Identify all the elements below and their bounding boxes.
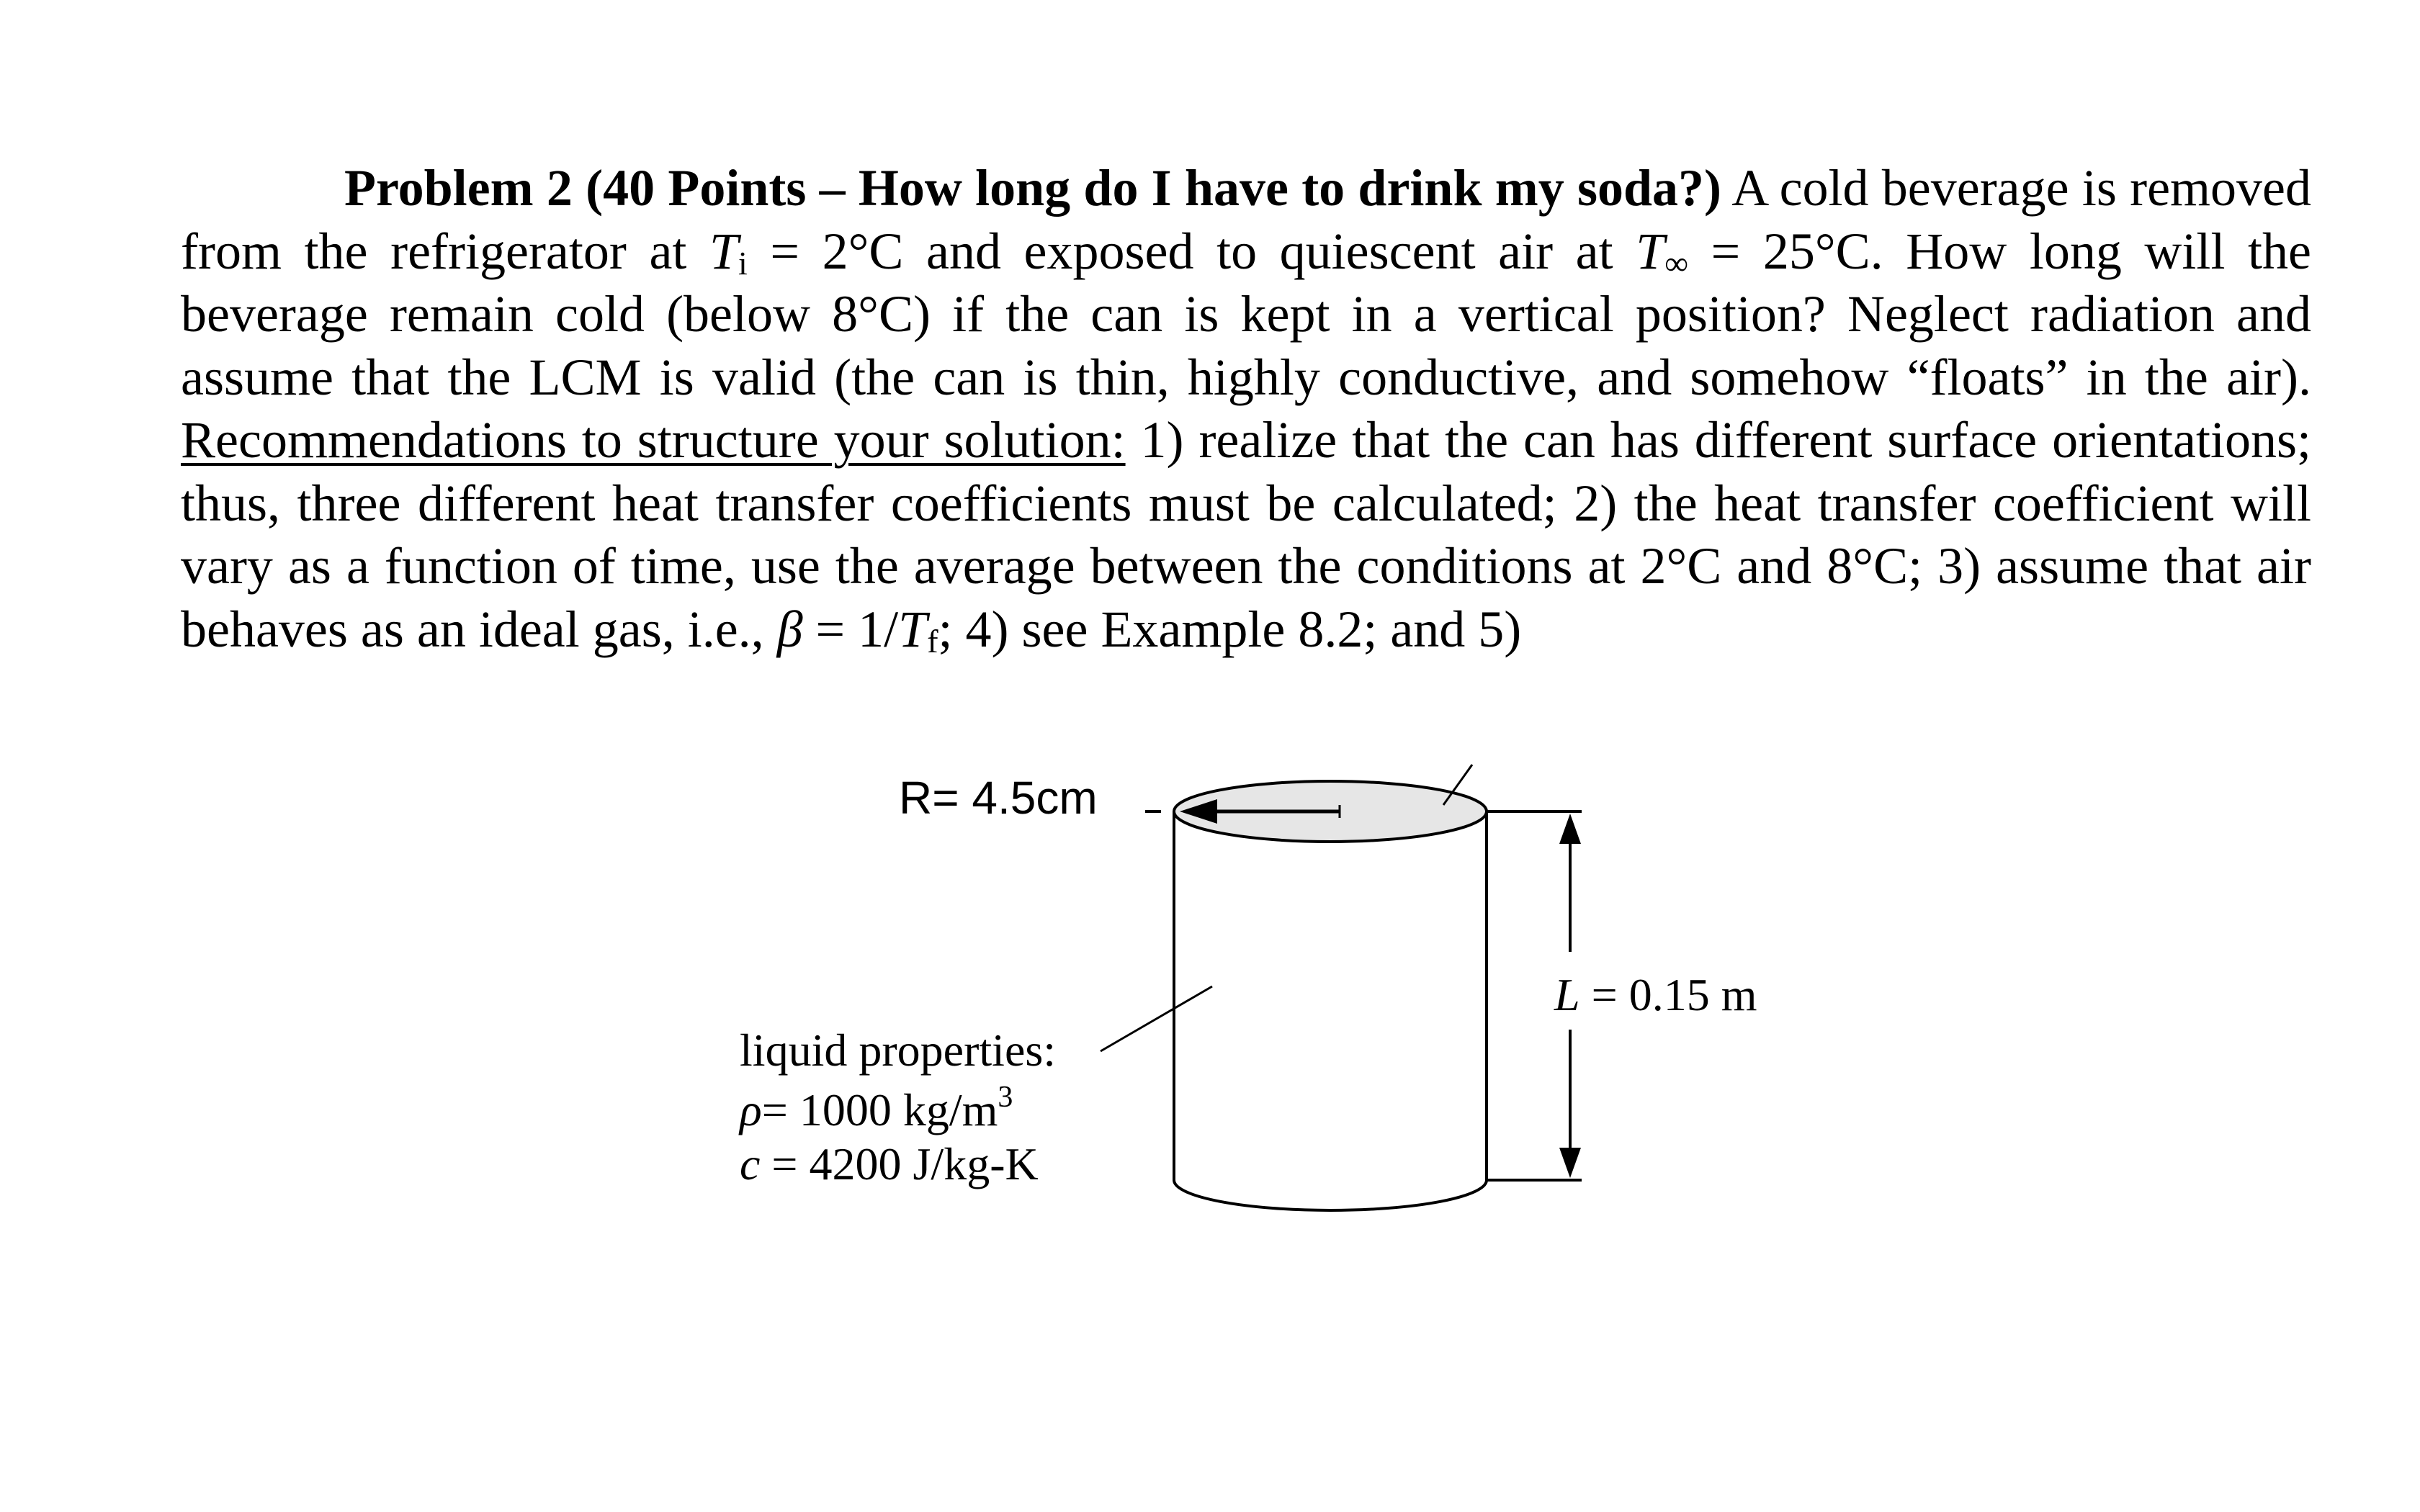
ti-value-text: = 2°C and exposed to quiescent air at (747, 222, 1636, 280)
length-symbol: L (1554, 969, 1580, 1020)
ti-subscript: i (738, 244, 748, 282)
length-value: = 0.15 m (1579, 969, 1757, 1020)
length-arrowhead-top (1559, 814, 1581, 844)
length-arrowhead-bottom (1559, 1148, 1581, 1178)
rho-exponent: 3 (998, 1081, 1013, 1114)
density-label (738, 1081, 1013, 1135)
ti-symbol: T (709, 222, 739, 280)
tinf-value-text: = 25°C. How long will the beverage remain cold (below 8°C) if the can is kept in a vertical position? Neglect radiation and assume that the LCM is valid (the can is thin, highly conductive, and somehow “floats” in the air). (181, 222, 2311, 406)
can-bottom-edge (1174, 1180, 1487, 1210)
beta-equation: = 1/ (802, 600, 899, 658)
tinf-subscript: ∞ (1664, 244, 1689, 282)
liquid-properties-title: liquid properties: (740, 1025, 1057, 1076)
tinf-symbol: T (1636, 222, 1665, 280)
c-value: = 4200 J/kg-K (760, 1138, 1039, 1189)
liquid-pointer-line (1101, 986, 1212, 1051)
tf-symbol: T (898, 600, 928, 658)
specific-heat-label (740, 1138, 1039, 1189)
ending-text: ; 4) see Example 8.2; and 5) (938, 600, 1522, 658)
intro-text: A cold beverage is removed from the refrigerator at (181, 159, 2312, 280)
problem-heading: Problem 2 (40 Points – How long do I have to drink my soda?) (344, 159, 1722, 217)
steps-text: 1) realize that the can has different surface orientations; thus, three different heat transfer coefficients must be calculated; 2) the heat transfer coefficient will vary as a function of time, use the average between the conditions at 2°C and 8°C; 3) assume that air behaves as an ideal gas, i.e., (181, 411, 2311, 658)
tf-subscript: f (927, 622, 938, 660)
c-symbol: c (740, 1138, 761, 1189)
length-label (1554, 969, 1757, 1020)
rho-symbol: ρ (740, 1084, 762, 1135)
radius-label: R= 4.5cm (899, 772, 1098, 824)
can-cylinder (1174, 811, 1487, 1210)
beta-symbol: β (776, 600, 803, 658)
recommendations-label: Recommendations to structure your solution: (181, 411, 1126, 469)
rho-value: = 1000 kg/m (761, 1084, 998, 1135)
